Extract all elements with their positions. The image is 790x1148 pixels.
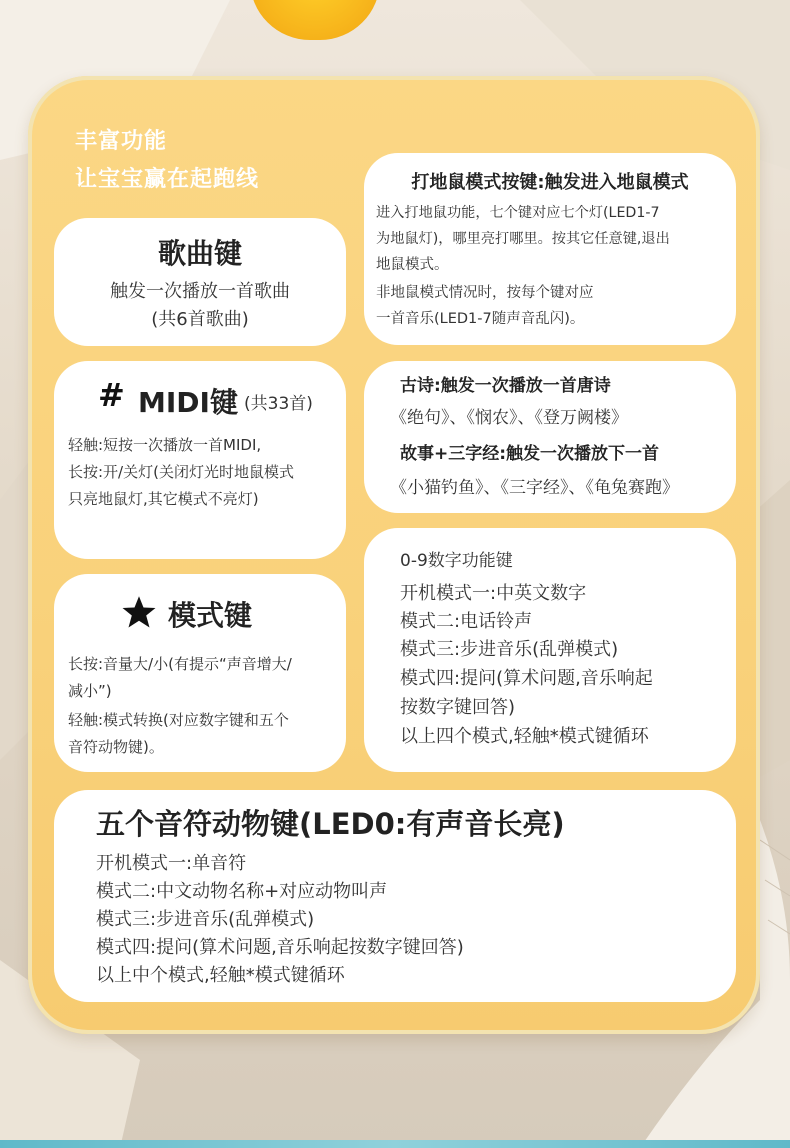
- animal-keys-title: 五个音符动物键(LED0:有声音长亮): [96, 807, 565, 841]
- whack-mole-title: 打地鼠模式按键:触发进入地鼠模式: [411, 172, 689, 193]
- poem-story-card: [364, 361, 736, 513]
- story-list: 《小猫钓鱼》、《三字经》、《龟兔赛跑》: [390, 478, 679, 498]
- poem-title: 古诗:触发一次播放一首唐诗: [400, 376, 611, 396]
- song-key-desc-1: 触发一次播放一首歌曲: [110, 281, 290, 302]
- animal-keys-line-1: 开机模式一:单音符: [96, 853, 247, 874]
- mode-key-line-1: 长按:音量大/小(有提示“声音增大/: [68, 655, 292, 673]
- mode-key-title: 模式键: [168, 599, 253, 632]
- mode-key-card: [54, 574, 346, 772]
- whack-mole-line-2: 为地鼠灯)，哪里亮打哪里。按其它任意键,退出: [376, 231, 670, 247]
- song-key-title: 歌曲键: [157, 237, 242, 270]
- mode-key-line-2: 减小”): [68, 682, 112, 700]
- digit-keys-line-3: 模式三:步进音乐(乱弹模式): [400, 639, 619, 660]
- digit-keys-card: [364, 528, 736, 772]
- hash-icon: #: [98, 376, 125, 414]
- midi-key-line-2: 长按:开/关灯(关闭灯光时地鼠模式: [68, 463, 294, 481]
- digit-keys-line-4: 模式四:提问(算术问题,音乐响起: [400, 668, 653, 689]
- animal-keys-line-5: 以上中个模式,轻触*模式键循环: [96, 965, 345, 986]
- digit-keys-line-2: 模式二:电话铃声: [400, 611, 533, 632]
- mode-key-line-4: 音符动物键)。: [68, 738, 164, 756]
- bottom-accent-strip: [0, 1140, 790, 1148]
- animal-keys-line-2: 模式二:中文动物名称+对应动物叫声: [96, 881, 388, 902]
- story-title: 故事+三字经:触发一次播放下一首: [400, 444, 660, 464]
- whack-mole-line-1: 进入打地鼠功能，七个键对应七个灯(LED1-7: [376, 205, 660, 221]
- digit-keys-line-6: 以上四个模式,轻触*模式键循环: [400, 726, 649, 747]
- mode-key-line-3: 轻触:模式转换(对应数字键和五个: [68, 711, 289, 729]
- midi-key-count: (共33首): [244, 394, 313, 414]
- midi-key-title: MIDI键: [138, 386, 238, 419]
- whack-mole-line-5: 一首音乐(LED1-7随声音乱闪)。: [376, 311, 585, 327]
- animal-keys-line-4: 模式四:提问(算术问题,音乐响起按数字键回答): [96, 937, 464, 958]
- song-key-desc-2: (共6首歌曲): [151, 309, 249, 330]
- slogan-line-1: 丰富功能: [75, 129, 168, 154]
- slogan-line-2: 让宝宝赢在起跑线: [75, 167, 260, 192]
- star-icon: [120, 594, 158, 630]
- whack-mole-line-3: 地鼠模式。: [376, 257, 449, 273]
- digit-keys-line-5: 按数字键回答): [400, 697, 516, 718]
- digit-keys-title: 0-9数字功能键: [400, 551, 513, 571]
- midi-key-card: [54, 361, 346, 559]
- song-key-card: [54, 218, 346, 346]
- poem-list: 《绝句》、《悯农》、《登万阙楼》: [390, 408, 628, 428]
- animal-keys-card: [54, 790, 736, 1002]
- whack-mole-card: [364, 153, 736, 345]
- animal-keys-line-3: 模式三:步进音乐(乱弹模式): [96, 909, 315, 930]
- whack-mole-line-4: 非地鼠模式情况时，按每个键对应: [376, 285, 594, 301]
- digit-keys-line-1: 开机模式一:中英文数字: [400, 583, 587, 604]
- midi-key-line-1: 轻触:短按一次播放一首MIDI,: [68, 436, 262, 454]
- midi-key-line-3: 只亮地鼠灯,其它模式不亮灯): [68, 490, 259, 508]
